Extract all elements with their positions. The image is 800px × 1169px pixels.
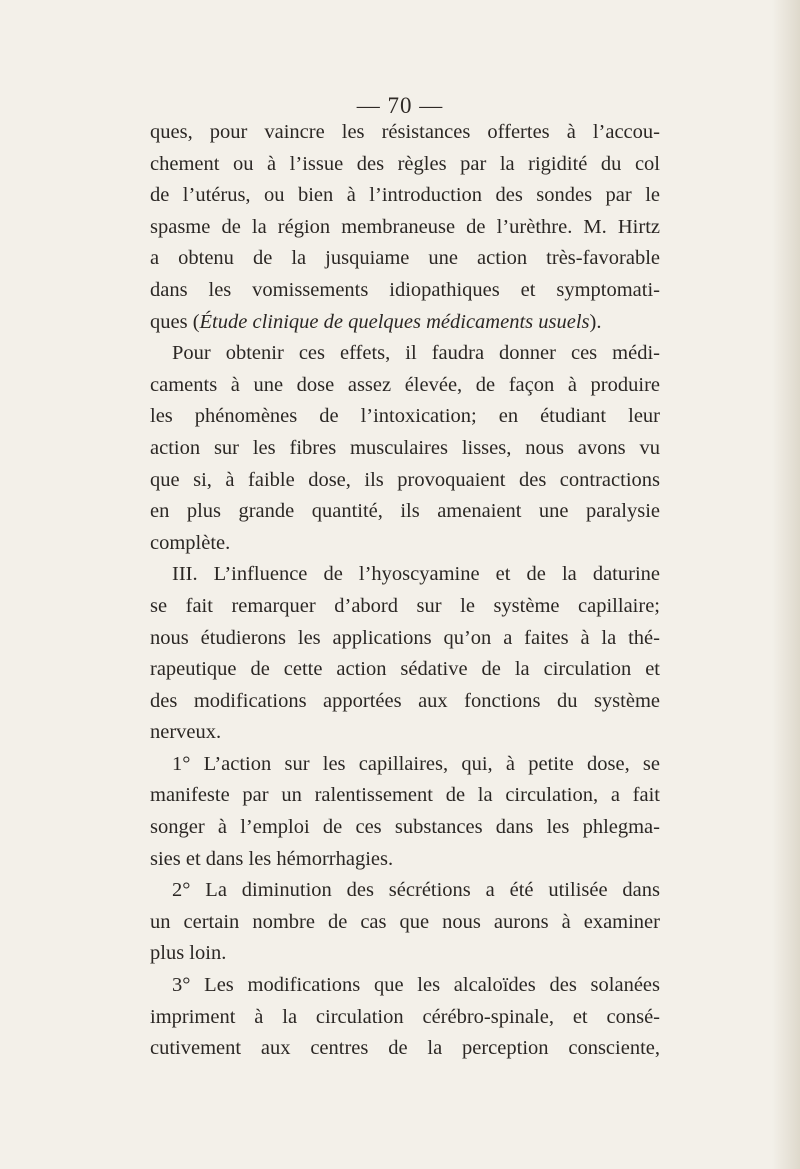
citation-title: Étude clinique de quelques médicaments usuels xyxy=(199,310,590,333)
text-line: sies et dans les hémorrhagies. xyxy=(150,847,394,870)
text-line: chement ou à l’issue des règles par la rigidité du col xyxy=(150,152,660,175)
paragraph-start: Pour obtenir ces effets, il faudra donner ces médi- xyxy=(172,342,660,365)
text-line: les phénomènes de l’intoxication; en étudiant leur xyxy=(150,405,660,428)
text-line: plus loin. xyxy=(150,942,227,965)
text-line: songer à l’emploi de ces substances dans les phlegma- xyxy=(150,816,660,839)
text-line: se fait remarquer d’abord sur le système capillaire; xyxy=(150,594,660,617)
text-line: manifeste par un ralentissement de la circulation, a fait xyxy=(150,784,660,807)
text-line: nerveux. xyxy=(150,721,222,744)
text-line: impriment à la circulation cérébro-spinale, et consé- xyxy=(150,1005,660,1028)
paragraph-start: III. L’influence de l’hyoscyamine et de la daturine xyxy=(172,563,660,586)
text-line: en plus grande quantité, ils amenaient une paralysie xyxy=(150,500,660,523)
text-line: que si, à faible dose, ils provoquaient des contractions xyxy=(150,468,660,491)
text-line: cutivement aux centres de la perception consciente, xyxy=(150,1037,660,1060)
text-line: action sur les fibres musculaires lisses, nous avons vu xyxy=(150,436,660,459)
text-line: caments à une dose assez élevée, de façon à produire xyxy=(150,373,660,396)
text-line: dans les vomissements idiopathiques et symptomati- xyxy=(150,278,660,301)
body-text xyxy=(150,117,660,1065)
paragraph-start: 2° La diminution des sécrétions a été utilisée dans xyxy=(172,879,660,902)
paragraph-start: 1° L’action sur les capillaires, qui, à petite dose, se xyxy=(172,752,660,775)
page-number: — 70 — xyxy=(356,93,444,118)
text-line: des modifications apportées aux fonctions du système xyxy=(150,689,660,712)
text-line: spasme de la région membraneuse de l’urèthre. M. Hirtz xyxy=(150,215,660,238)
text-fragment: ). xyxy=(589,310,602,333)
text-line: nous étudierons les applications qu’on a faites à la thé- xyxy=(150,626,660,649)
paragraph-start: 3° Les modifications que les alcaloïdes des solanées xyxy=(172,974,660,997)
text-line: a obtenu de la jusquiame une action très-favorable xyxy=(150,247,660,270)
text-line: rapeutique de cette action sédative de la circulation et xyxy=(150,658,660,681)
text-line: de l’utérus, ou bien à l’introduction des sondes par le xyxy=(150,184,660,207)
text-line-with-citation xyxy=(150,307,660,339)
text-line: complète. xyxy=(150,531,231,554)
text-line: ques, pour vaincre les résistances offertes à l’accou- xyxy=(150,121,660,143)
page-edge-shadow xyxy=(772,0,800,1169)
text-line: un certain nombre de cas que nous aurons à examiner xyxy=(150,910,660,933)
text-fragment: ques ( xyxy=(150,310,200,333)
